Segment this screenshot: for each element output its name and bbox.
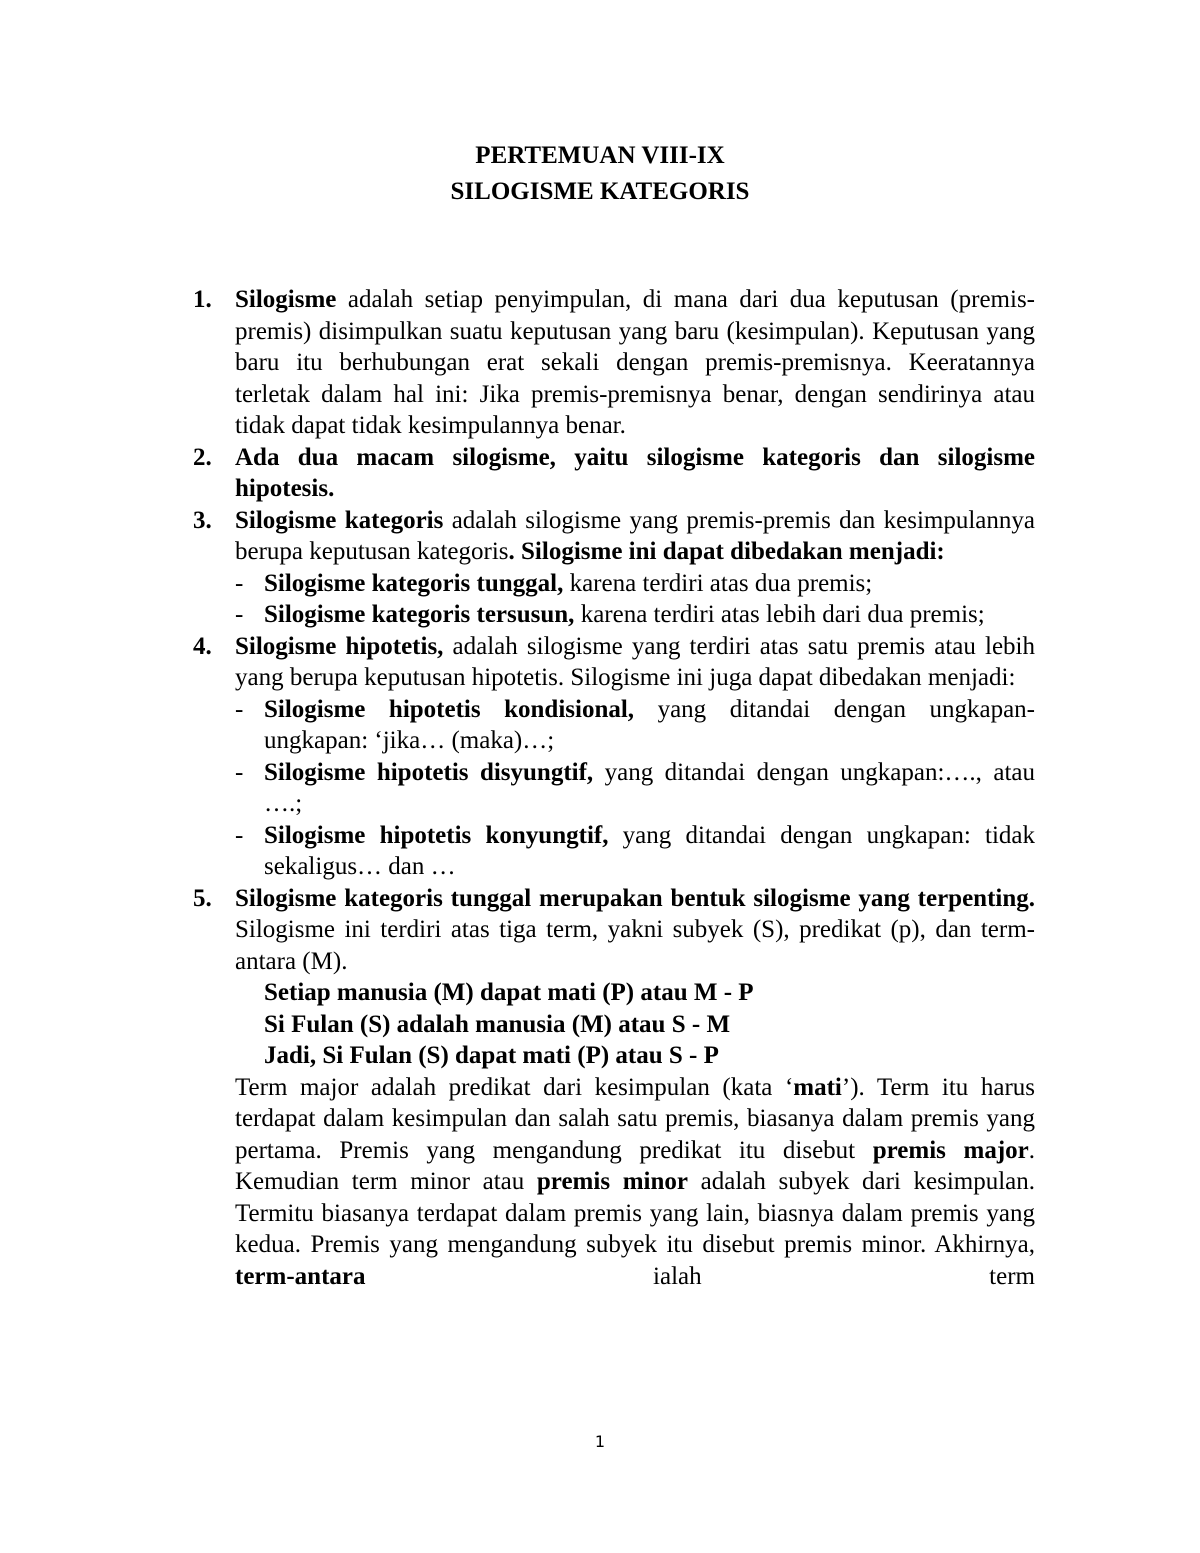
item-text: Silogisme ini terdiri atas tiga term, yakni subyek (S), predikat (p), dan term-antara (M). [235, 916, 1035, 975]
item-number: 1. [193, 286, 212, 313]
dash-bullet: - [235, 695, 244, 723]
item-number: 2. [193, 443, 212, 471]
list-item-2 [193, 442, 1035, 505]
sub-text: karena terdiri atas lebih dari dua premis; [574, 601, 985, 628]
para-text: ialah term [365, 1262, 1035, 1290]
item-bold-text: Ada dua macam silogisme, yaitu silogisme kategoris dan silogisme hipotesis. [235, 443, 1035, 502]
para-bold: term-antara [235, 1262, 366, 1290]
item-paragraph [235, 505, 1035, 568]
item-paragraph [235, 631, 1035, 694]
explanation-paragraph [235, 1072, 1035, 1293]
term-silogisme-kategoris: Silogisme kategoris [235, 506, 444, 534]
title-line-2: SILOGISME KATEGORIS [450, 178, 750, 205]
example-line: Jadi, Si Fulan (S) dapat mati (P) atau S - P [264, 1042, 719, 1069]
para-text: Term major adalah predikat dari kesimpulan (kata ‘ [235, 1073, 794, 1101]
title-line-1: PERTEMUAN VIII-IX [475, 142, 725, 169]
dash-bullet: - [235, 821, 244, 849]
item-number: 4. [193, 632, 212, 660]
para-text: adalah subyek dari kesimpulan. Termitu biasanya terdapat dalam premis yang lain, biasnya dalam premis yang kedua. Premis yang mengandung subyek itu disebut premis minor. Akhirnya, [235, 1168, 1036, 1258]
para-text: . Kemudian term minor atau [235, 1136, 1035, 1195]
sub-term: Silogisme hipotetis kondisional, [264, 695, 635, 723]
item-bold-text: . Silogisme ini dapat dibedakan menjadi: [508, 538, 945, 565]
dash-bullet: - [235, 601, 244, 628]
list-item-4 [193, 631, 1035, 883]
sub-text: yang ditandai dengan ungkapan-ungkapan: ‘jika… (maka)…; [264, 695, 1036, 754]
sub-text: yang ditandai dengan ungkapan:…., atau ….; [264, 758, 1035, 817]
sub-term: Silogisme kategoris tersusun, [264, 601, 575, 628]
sub-term: Silogisme hipotetis konyungtif, [264, 821, 609, 849]
sub-item [235, 694, 1035, 757]
list-item-5 [193, 883, 1035, 1293]
sub-item [235, 757, 1035, 820]
sub-item [235, 820, 1035, 883]
item-text: adalah silogisme yang terdiri atas satu premis atau lebih yang berupa keputusan hipotetis. Silogisme ini juga dapat dibedakan menjadi: [235, 632, 1035, 691]
term-silogisme: Silogisme [235, 286, 337, 313]
sub-text: yang ditandai dengan ungkapan: tidak sekaligus… dan … [264, 821, 1035, 880]
term-silogisme-hipotetis: Silogisme hipotetis, [235, 632, 444, 660]
sub-item [235, 599, 1035, 631]
numbered-list [193, 284, 1035, 1292]
item-text: adalah silogisme yang premis-premis dan kesimpulannya berupa keputusan kategoris [235, 506, 1035, 565]
sub-term: Silogisme hipotetis disyungtif, [264, 758, 594, 786]
para-bold: premis major [872, 1136, 1029, 1164]
sub-item [235, 568, 1035, 600]
page-number: 1 [594, 1432, 606, 1451]
item-number: 5. [193, 884, 212, 912]
list-item-3 [193, 505, 1035, 631]
sub-text: karena terdiri atas dua premis; [563, 569, 873, 597]
item-text: adalah setiap penyimpulan, di mana dari dua keputusan (premis-premis) disimpulkan suatu keputusan yang baru (kesimpulan). Keputusan yang baru itu berhubungan erat sekali dengan premis-premisnya. Keeratannya terletak dalam hal ini: Jika premis-premisnya benar, dengan sendirinya atau tidak dapat tidak kesimpulannya benar. [235, 286, 1035, 439]
para-bold: mati [793, 1073, 842, 1101]
example-line: Si Fulan (S) adalah manusia (M) atau S - M [264, 1010, 731, 1038]
para-text: ’). Term itu harus terdapat dalam kesimpulan dan salah satu premis, biasanya dalam premis yang pertama. Premis yang mengandung predikat itu disebut [235, 1073, 1035, 1164]
para-bold: premis minor [536, 1168, 688, 1195]
dash-bullet: - [235, 569, 244, 597]
example-line: Setiap manusia (M) dapat mati (P) atau M - P [264, 979, 754, 1006]
dash-bullet: - [235, 758, 244, 786]
item-number: 3. [193, 506, 212, 534]
item-paragraph [235, 883, 1035, 978]
item-bold-text: Silogisme kategoris tunggal merupakan bentuk silogisme yang terpenting. [235, 884, 1035, 912]
sub-term: Silogisme kategoris tunggal, [264, 569, 564, 597]
list-item-1 [193, 284, 1035, 442]
